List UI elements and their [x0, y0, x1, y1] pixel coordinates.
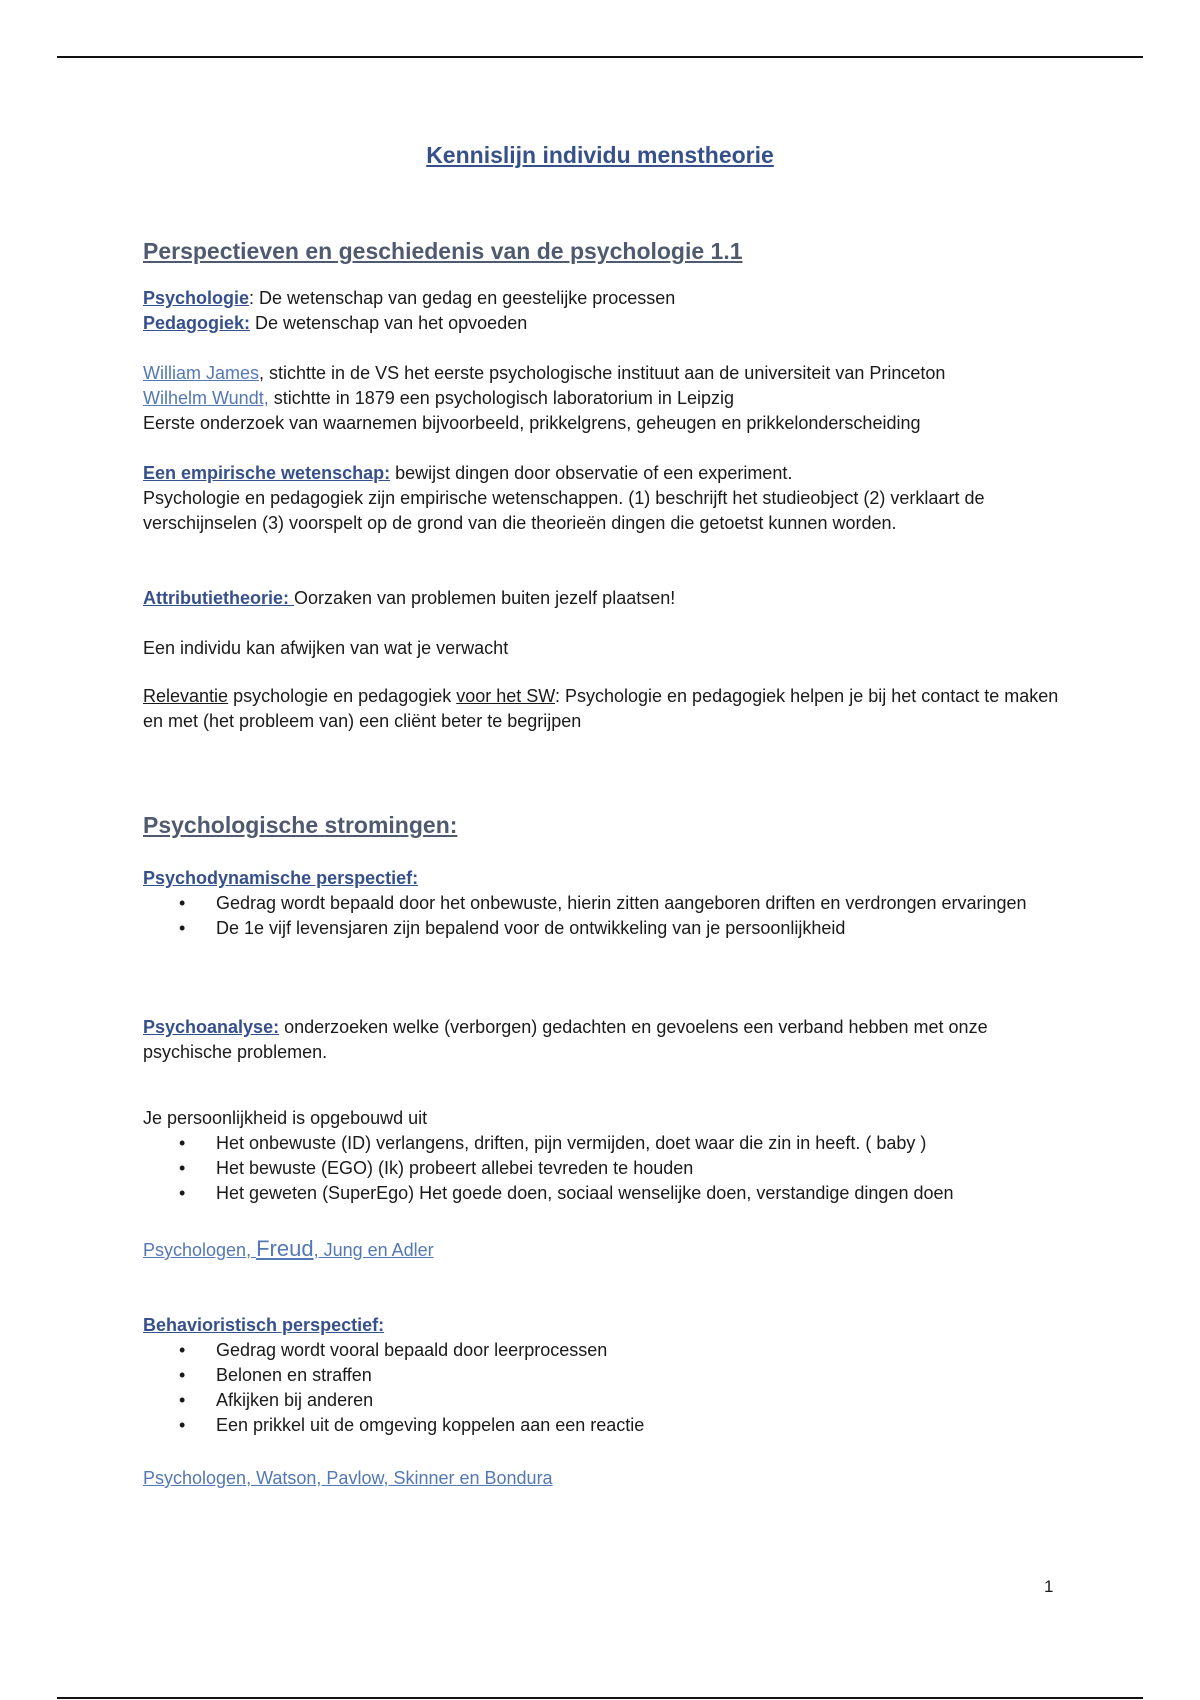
term-pedagogiek: Pedagogiek: — [143, 313, 251, 333]
fact-eerste-onderzoek: Eerste onderzoek van waarnemen bijvoorbeeld, prikkelgrens, geheugen en prikkelonderscheiding — [143, 413, 921, 433]
term-behavioristisch: Behavioristisch perspectief: — [143, 1315, 385, 1335]
definition-text: : De wetenschap van gedag en geestelijke processen — [249, 288, 676, 308]
relevantie-rest: : Psychologie en pedagogiek helpen je bij het contact te maken en met (het probleem van) een cliënt beter te begrijpen — [143, 686, 1059, 731]
list-item: • Het bewuste (EGO) (Ik) probeert allebei tevreden te houden — [143, 1156, 1063, 1181]
relevantie-mid: psychologie en pedagogiek — [228, 686, 457, 706]
link-psychologen-freud-jung-adler[interactable] — [143, 1236, 434, 1263]
list-item: • De 1e vijf levensjaren zijn bepalend voor de ontwikkeling van je persoonlijkheid — [143, 916, 1063, 941]
section-heading-stromingen: Psychologische stromingen: — [143, 812, 458, 838]
list-item: • Belonen en straffen — [143, 1363, 1063, 1388]
list-item: • Het onbewuste (ID) verlangens, driften, pijn vermijden, doet waar die zin in heeft. ( baby ) — [143, 1131, 1063, 1156]
term-psychodynamisch: Psychodynamische perspectief: — [143, 868, 419, 888]
link-text[interactable]: Psychologen, Watson, Pavlow, Skinner en Bondura — [143, 1468, 553, 1488]
paragraph-empirisch: Psychologie en pedagogiek zijn empirische wetenschappen. (1) beschrijft het studieobject (2) verklaart de verschijnselen (3) voorspelt op de grond van die theorieën dingen die getoetst kunnen worden. — [143, 488, 985, 533]
header-rule — [57, 56, 1143, 58]
definition-text: Oorzaken van problemen buiten jezelf plaatsen! — [294, 588, 676, 608]
list-item: • Gedrag wordt bepaald door het onbewuste, hierin zitten aangeboren driften en verdrongen ervaringen — [143, 891, 1063, 916]
section-heading-perspectieven: Perspectieven en geschiedenis van de psychologie 1.1 — [143, 238, 743, 264]
list-item: • Afkijken bij anderen — [143, 1388, 1063, 1413]
bullet-list-behavioristisch — [143, 1338, 1063, 1438]
list-item: • Gedrag wordt vooral bepaald door leerprocessen — [143, 1338, 1063, 1363]
fact-text: stichtte in 1879 een psychologisch laboratorium in Leipzig — [268, 388, 734, 408]
link-part[interactable]: , Jung en Adler — [313, 1240, 434, 1260]
definition-psychoanalyse — [143, 1015, 1063, 1065]
subheading-behavioristisch — [143, 1313, 384, 1338]
fact-wilhelm-wundt — [143, 386, 734, 411]
footer-rule — [57, 1697, 1143, 1699]
term-empirisch: Een empirische wetenschap: — [143, 463, 391, 483]
term-attributietheorie: Attributietheorie: — [143, 588, 294, 608]
bullet-list-psychodynamisch — [143, 891, 1063, 941]
link-wilhelm-wundt[interactable]: Wilhelm Wundt, — [143, 388, 269, 408]
relevantie-sw: voor het SW — [456, 686, 555, 706]
definition-text: bewijst dingen door observatie of een experiment. — [390, 463, 793, 483]
definition-psychologie — [143, 286, 675, 311]
definition-text: De wetenschap van het opvoeden — [250, 313, 528, 333]
term-psychologie: Psychologie — [143, 288, 250, 308]
definition-empirisch — [143, 461, 792, 486]
fact-text: , stichtte in de VS het eerste psychologische instituut aan de universiteit van Princeton — [259, 363, 946, 383]
relevantie-word: Relevantie — [143, 686, 229, 706]
list-item: • Een prikkel uit de omgeving koppelen aan een reactie — [143, 1413, 1063, 1438]
persoonlijkheid-intro: Je persoonlijkheid is opgebouwd uit — [143, 1108, 428, 1128]
page-number: 1 — [1044, 1577, 1054, 1596]
definition-text: onderzoeken welke (verborgen) gedachten en gevoelens een verband hebben met onze psychische problemen. — [143, 1017, 988, 1062]
document-title: Kennislijn individu menstheorie — [426, 142, 774, 168]
link-part[interactable]: Psychologen, — [143, 1240, 257, 1260]
definition-pedagogiek — [143, 311, 527, 336]
definition-attributietheorie — [143, 586, 675, 611]
bullet-list-persoonlijkheid — [143, 1131, 1063, 1206]
fact-william-james — [143, 361, 945, 386]
subheading-psychodynamisch — [143, 866, 418, 891]
link-psychologen-watson-pavlow-skinner-bondura[interactable] — [143, 1466, 553, 1491]
list-item: • Het geweten (SuperEgo) Het goede doen, sociaal wenselijke doen, verstandige dingen doen — [143, 1181, 1063, 1206]
paragraph-afwijken: Een individu kan afwijken van wat je verwacht — [143, 638, 509, 658]
link-part-freud[interactable]: Freud — [256, 1236, 314, 1261]
term-psychoanalyse: Psychoanalyse: — [143, 1017, 280, 1037]
paragraph-relevantie — [143, 684, 1063, 734]
link-william-james[interactable]: William James — [143, 363, 260, 383]
